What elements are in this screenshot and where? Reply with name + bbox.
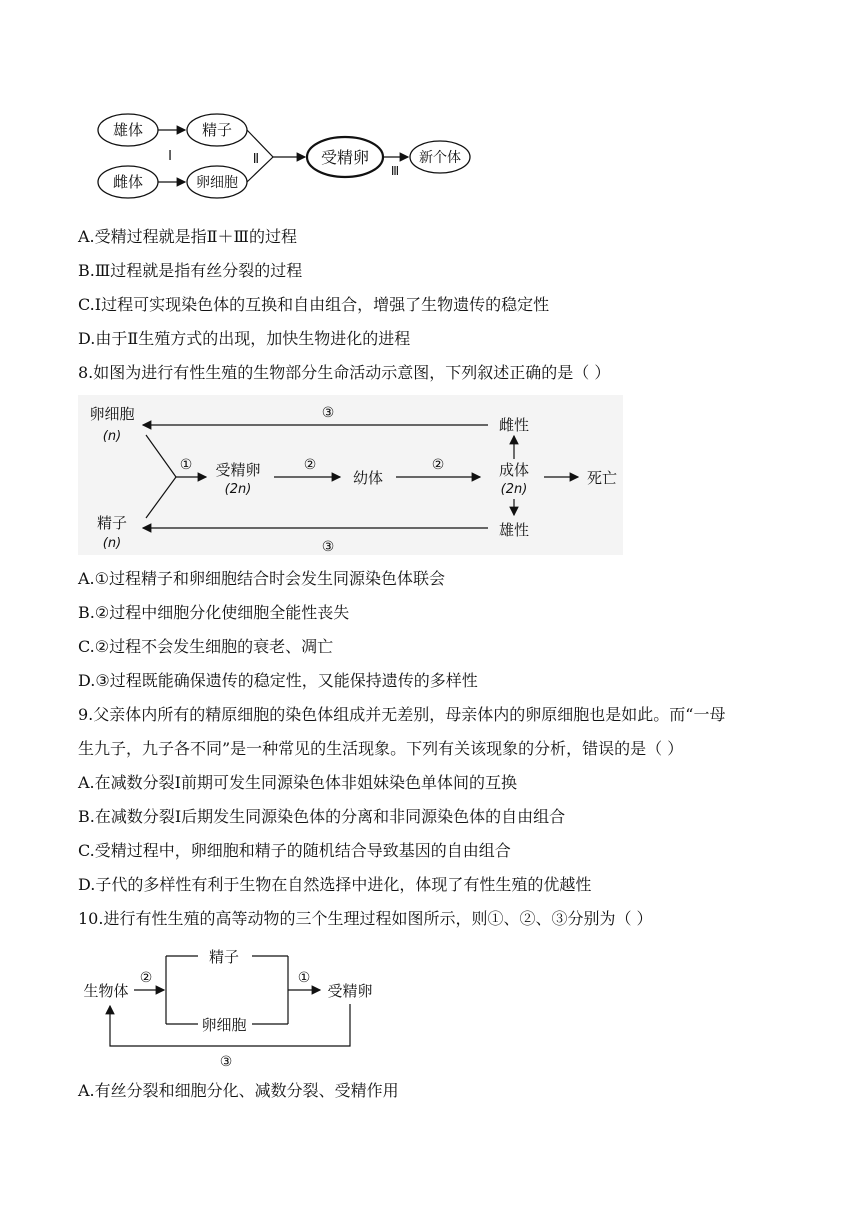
- figure-three-processes: [80, 942, 400, 1072]
- egg-label: 卵细胞: [89, 405, 135, 423]
- step-3-label: ③: [219, 1054, 233, 1070]
- step-1-label: ①: [179, 457, 193, 473]
- organism-label: 生物体: [83, 982, 129, 1000]
- egg-ploidy: (n): [102, 429, 122, 444]
- q9-option-a: A.在减数分裂Ⅰ前期可发生同源染色体非姐妹染色单体间的互换: [78, 773, 517, 792]
- step-1-label: ①: [297, 970, 311, 986]
- new-individual-label: 新个体: [419, 150, 461, 166]
- q10-option-a: A.有丝分裂和细胞分化、减数分裂、受精作用: [78, 1081, 399, 1100]
- zygote-label: 受精卵: [215, 461, 261, 479]
- q9-stem-line1: 9.父亲体内所有的精原细胞的染色体组成并无差别，母亲体内的卵原细胞也是如此。而“一母: [78, 705, 726, 724]
- adult-label: 成体: [498, 461, 530, 479]
- step-2-label: Ⅱ: [252, 152, 260, 167]
- step-3-bottom-label: ③: [321, 539, 335, 555]
- q9-option-c: C.受精过程中，卵细胞和精子的随机结合导致基因的自由组合: [78, 841, 511, 860]
- female-label: 雌体: [112, 173, 144, 191]
- zygote-ploidy: (2n): [224, 482, 252, 497]
- egg-label: 卵细胞: [196, 175, 238, 191]
- q10-stem: 10.进行有性生殖的高等动物的三个生理过程如图所示，则①、②、③分别为（ ）: [78, 909, 653, 928]
- q8-stem: 8.如图为进行有性生殖的生物部分生命活动示意图，下列叙述正确的是（ ）: [78, 363, 611, 382]
- step-2-label: ②: [139, 970, 153, 986]
- step-2b-label: ②: [431, 457, 445, 473]
- step-3-label: Ⅲ: [390, 164, 400, 178]
- q8-option-a: A.①过程精子和卵细胞结合时会发生同源染色体联会: [78, 569, 445, 588]
- q8-option-d: D.③过程既能确保遗传的稳定性，又能保持遗传的多样性: [78, 671, 478, 690]
- q9-stem-line2: 生九子，九子各不同”是一种常见的生活现象。下列有关该现象的分析，错误的是（ ）: [78, 739, 684, 758]
- q7-option-c: C.Ⅰ过程可实现染色体的互换和自由组合，增强了生物遗传的稳定性: [78, 295, 550, 314]
- q8-option-b: B.②过程中细胞分化使细胞全能性丧失: [78, 603, 350, 622]
- zygote-label: 受精卵: [327, 982, 373, 1000]
- step-1-label: Ⅰ: [168, 149, 172, 164]
- q7-option-a: A.受精过程就是指Ⅱ＋Ⅲ的过程: [78, 227, 297, 246]
- male-label: 雄体: [112, 121, 144, 139]
- step-3-top-label: ③: [321, 405, 335, 421]
- q9-option-b: B.在减数分裂Ⅰ后期发生同源染色体的分离和非同源染色体的自由组合: [78, 807, 566, 826]
- q9-option-d: D.子代的多样性有利于生物在自然选择中进化，体现了有性生殖的优越性: [78, 875, 592, 894]
- death-label: 死亡: [586, 469, 618, 487]
- female-label: 雌性: [498, 416, 530, 434]
- q7-option-b: B.Ⅲ过程就是指有丝分裂的过程: [78, 261, 303, 280]
- sperm-label: 精子: [208, 948, 240, 966]
- converge-lines: [247, 130, 273, 182]
- step-2a-label: ②: [303, 457, 317, 473]
- sperm-label: 精子: [96, 514, 128, 532]
- adult-ploidy: (2n): [500, 482, 528, 497]
- juvenile-label: 幼体: [352, 469, 384, 487]
- male-label: 雄性: [498, 521, 530, 539]
- egg-label: 卵细胞: [201, 1016, 247, 1034]
- q7-option-d: D.由于Ⅱ生殖方式的出现，加快生物进化的进程: [78, 329, 411, 348]
- sperm-ploidy: (n): [102, 536, 122, 551]
- figure-life-cycle: [78, 395, 638, 560]
- figure-reproduction-process: [90, 105, 490, 205]
- zygote-label: 受精卵: [320, 148, 370, 167]
- sperm-label: 精子: [201, 121, 233, 139]
- q8-option-c: C.②过程不会发生细胞的衰老、凋亡: [78, 637, 334, 656]
